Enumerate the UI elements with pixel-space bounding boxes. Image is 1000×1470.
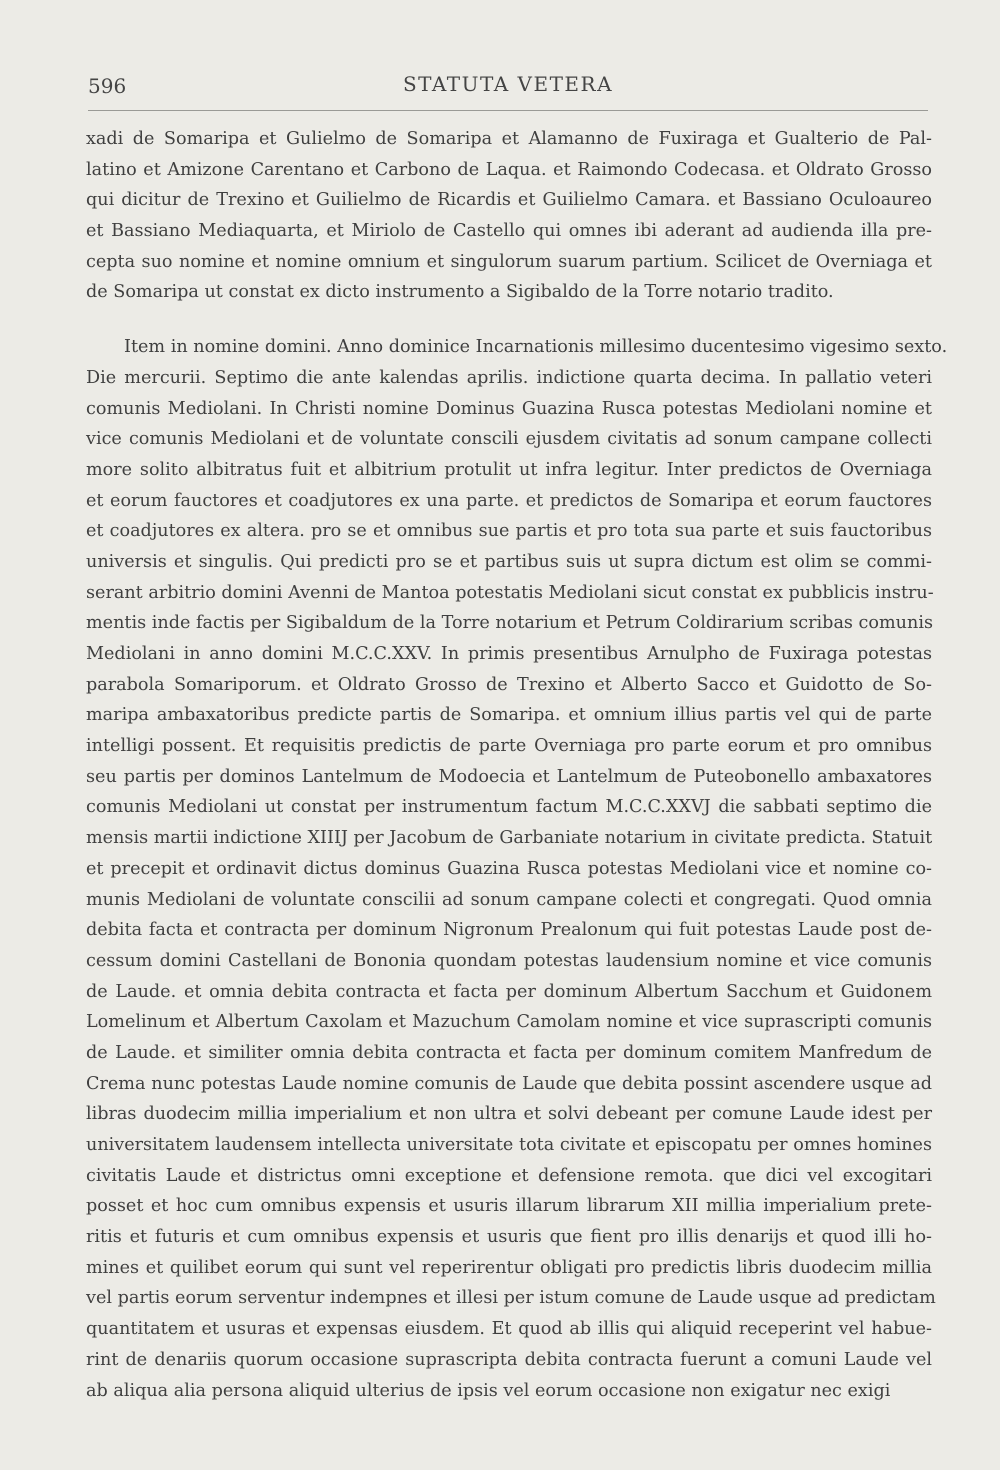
text-line: debita facta et contracta per dominum Nigronum Prealonum qui fuit potestas Laude post de- [86, 920, 932, 941]
text-line: universitatem laudensem intellecta universitate tota civitate et episcopatu per omnes homines [86, 1135, 932, 1155]
text-line: munis Mediolani de voluntate conscilii ad sonum campane colecti et congregati. Quod omnia [86, 889, 932, 910]
running-head: STATUTA VETERA [402, 72, 614, 96]
page-header [88, 68, 928, 98]
text-line: et Bassiano Mediaquarta, et Miriolo de Castello qui omnes ibi aderant ad audienda illa pre- [86, 221, 932, 242]
text-line: de Somaripa ut constat ex dicto instrumento a Sigibaldo de la Torre notario tradito. [86, 282, 834, 303]
paragraph-2 [86, 332, 948, 1406]
text-line: civitatis Laude et districtus omni exceptione et defensione remota. que dici vel excogitari [86, 1165, 932, 1186]
text-line: parabola Somariporum. et Oldrato Grosso de Trexino et Alberto Sacco et Guidotto de So- [86, 674, 932, 695]
text-line: cepta suo nomine et nomine omnium et singulorum suarum partium. Scilicet de Overniaga et [86, 251, 932, 272]
text-line: seu partis per dominos Lantelmum de Modoecia et Lantelmum de Puteobonello ambaxatores [86, 766, 932, 787]
text-line: quantitatem et usuras et expensas eiusdem. Et quod ab illis qui aliquid receperint vel habue- [86, 1319, 932, 1340]
text-line: et eorum fauctores et coadjutores ex una parte. et predictos de Somaripa et eorum fauctores [86, 490, 932, 511]
text-line: latino et Amizone Carentano et Carbono de Laqua. et Raimondo Codecasa. et Oldrato Grosso [86, 159, 932, 180]
text-line: universis et singulis. Qui predicti pro se et partibus suis ut supra dictum est olim se commi- [86, 551, 932, 572]
text-line: mines et quilibet eorum qui sunt vel reperirentur obligati pro predictis libris duodecim millia [86, 1257, 932, 1278]
text-line: Item in nomine domini. Anno dominice Incarnationis millesimo ducentesimo vigesimo sexto. [124, 337, 948, 358]
text-line: cessum domini Castellani de Bononia quondam potestas laudensium nomine et vice comunis [86, 950, 932, 971]
page-number: 596 [88, 74, 127, 98]
text-line: mensis martii indictione XIIIJ per Jacobum de Garbaniate notarium in civitate predicta. Statuit [86, 828, 933, 849]
text-line: de Laude. et similiter omnia debita contracta et facta per dominum comitem Manfredum de [86, 1042, 932, 1063]
text-line: vice comunis Mediolani et de voluntate conscili ejusdem civitatis ad sonum campane collecti [86, 429, 932, 450]
text-line: maripa ambaxatoribus predicte partis de Somaripa. et omnium illius partis vel qui de parte [86, 705, 932, 726]
text-line: ab aliqua alia persona aliquid ulterius de ipsis vel eorum occasione non exigatur nec exigi [86, 1380, 891, 1401]
text-line: comunis Mediolani. In Christi nomine Dominus Guazina Rusca potestas Mediolani nomine et [86, 398, 932, 419]
text-line: et precepit et ordinavit dictus dominus Guazina Rusca potestas Mediolani vice et nomine co- [86, 858, 932, 879]
paragraph-gap [86, 308, 932, 332]
body-text [86, 124, 948, 1406]
text-line: de Laude. et omnia debita contracta et facta per dominum Albertum Sacchum et Guidonem [86, 981, 932, 1002]
text-line: more solito albitratus fuit et albitrium protulit ut infra legitur. Inter predictos de Overniaga [86, 459, 932, 480]
text-line: et coadjutores ex altera. pro se et omnibus sue partis et pro tota sua parte et suis fauctoribus [86, 521, 932, 542]
text-line: Die mercurii. Septimo die ante kalendas aprilis. indictione quarta decima. In pallatio veteri [86, 367, 932, 388]
text-line: rint de denariis quorum occasione suprascripta debita contracta fuerunt a comuni Laude vel [86, 1349, 932, 1370]
text-line: mentis inde factis per Sigibaldum de la Torre notarium et Petrum Coldirarium scribas comunis [86, 613, 933, 634]
text-line: xadi de Somaripa et Gulielmo de Somaripa et Alamanno de Fuxiraga et Gualterio de Pal- [86, 129, 932, 149]
text-line: vel partis eorum serventur indempnes et illesi per istum comune de Laude usque ad predictam [86, 1288, 936, 1309]
text-line: comunis Mediolani ut constat per instrumentum factum M.C.C.XXVJ die sabbati septimo die [86, 797, 932, 818]
text-line: Crema nunc potestas Laude nomine comunis de Laude que debita possint ascendere usque ad [86, 1073, 932, 1094]
text-line: Mediolani in anno domini M.C.C.XXV. In primis presentibus Arnulpho de Fuxiraga potestas [86, 644, 932, 664]
text-line: posset et hoc cum omnibus expensis et usuris illarum librarum XII millia imperialium prete- [86, 1196, 932, 1217]
header-rule [88, 110, 928, 111]
paragraph-1 [86, 124, 932, 308]
text-line: serant arbitrio domini Avenni de Mantoa potestatis Mediolani sicut constat ex pubblicis instru- [86, 582, 934, 603]
text-line: libras duodecim millia imperialium et non ultra et solvi debeant per comune Laude idest per [86, 1104, 932, 1125]
text-line: ritis et futuris et cum omnibus expensis et usuris que fient pro illis denarijs et quod illi ho- [86, 1227, 932, 1248]
text-line: intelligi possent. Et requisitis predictis de parte Overniaga pro parte eorum et pro omnibus [86, 736, 932, 757]
text-line: qui dicitur de Trexino et Guilielmo de Ricardis et Guilielmo Camara. et Bassiano Oculoaureo [86, 190, 932, 211]
text-line: Lomelinum et Albertum Caxolam et Mazuchum Camolam nomine et vice suprascripti comunis [86, 1012, 932, 1033]
